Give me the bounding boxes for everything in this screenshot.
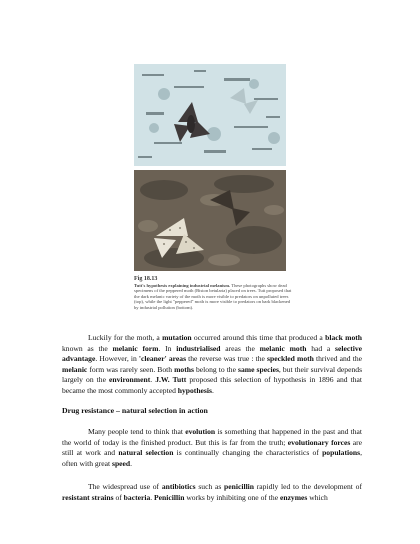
figure-text: These photographs show dead specimens of the peppered moth (Biston betularia) placed on trees. Tutt proposed that the dark melanic variety of the moth is more visible to predators on unpolluted trees (top), while the light "peppered" moth is more visible to predators on bark blackened by industrial pollution (bottom). (134, 282, 292, 310)
paragraph-antibiotics: The widespread use of antibiotics such as penicillin rapidly led to the development of resistant strains of bacteria. Penicillin works by inhibiting one of the enzymes which (62, 482, 362, 502)
paragraph-evolution: Many people tend to think that evolution is something that happened in the past and that the world of today is the finished product. But this is far from the truth; evolutionary forces are still at work and natural selection is continually changing the characteristics of populations, often with great speed. (62, 427, 363, 468)
figure-caption (134, 277, 294, 311)
figure-title: Tutt's hypothesis explaining industrial melanism. (134, 282, 231, 288)
paragraph-melanic-moth: Luckily for the moth, a mutation occurred around this time that produced a black moth known as the melanic form. In industrialised areas the melanic moth had a selective advantage. However, in 'cleaner' areas the reverse was true : the speckled moth thrived and the melanic form was rarely seen. Both moths belong to the same species, but their survival depends largely on the environment. J.W. Tutt proposed this selection of hypothesis in 1896 and that became the most commonly accepted hypothesis. (62, 333, 363, 395)
figure-description (134, 283, 294, 311)
photo-moths-on-birch-bark (134, 64, 286, 166)
photo-moths-on-sooty-bark (134, 170, 286, 271)
section-heading: Drug resistance – natural selection in action (62, 406, 208, 415)
figure-number: Fig 18.13 (134, 276, 158, 282)
